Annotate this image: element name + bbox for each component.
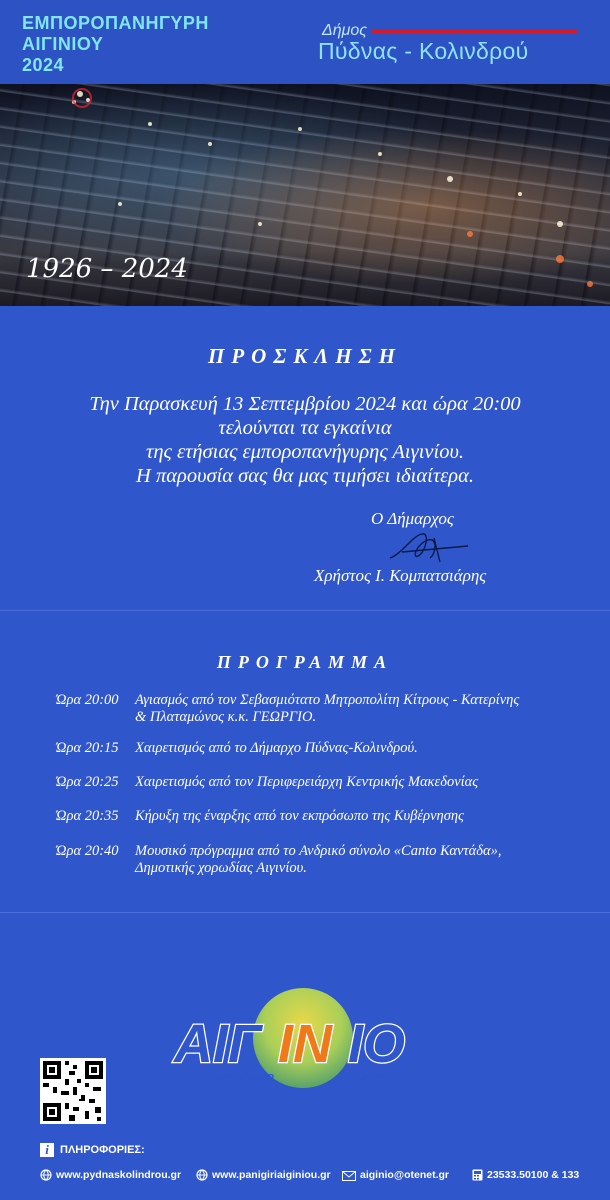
phone-icon <box>472 1169 483 1181</box>
info-icon: i <box>40 1143 54 1157</box>
qr-code[interactable] <box>40 1058 106 1124</box>
municipality-prefix: Δήμος <box>322 22 368 39</box>
header-banner <box>0 0 610 84</box>
website1-link[interactable] <box>40 1169 181 1181</box>
globe-icon <box>40 1169 52 1181</box>
fair-title-line-2: ΑΙΓΙΝΙΟΥ <box>22 34 104 54</box>
mayor-signature <box>382 528 472 568</box>
program-text: Μουσικό πρόγραμμα από το Ανδρικό σύνολο «Canto Καντάδα», <box>135 843 502 859</box>
fair-title-year: 2024 <box>22 55 65 75</box>
logo-word-part3: ΙΟ <box>348 1014 406 1074</box>
logo-year: 2024 <box>360 1073 383 1084</box>
program-text: & Πλαταμώνος κ.κ. ΓΕΩΡΓΙΟ. <box>135 709 317 725</box>
website2-link[interactable] <box>196 1169 331 1181</box>
website2-text: www.panigiriaiginiou.gr <box>212 1169 331 1181</box>
invitation-line: Η παρουσία σας θα μας τιμήσει ιδιαίτερα. <box>136 465 474 487</box>
program-time: Ώρα 20:40 <box>56 843 119 859</box>
logo-word-part2: ΙΝ <box>278 1014 332 1074</box>
municipality-red-bar <box>372 30 578 33</box>
phone-link[interactable] <box>472 1169 579 1181</box>
logo-word-part1: ΑΙΓ <box>174 1014 261 1074</box>
program-time: Ώρα 20:35 <box>56 808 119 824</box>
program-text: Αγιασμός από τον Σεβασμιότατο Μητροπολίτη Κίτρους - Κατερίνης <box>135 692 520 708</box>
fairground-night-photo <box>0 84 610 306</box>
phone-text: 23533.50100 & 133 <box>487 1169 580 1181</box>
section-divider <box>0 912 610 913</box>
program-text: Χαιρετισμός από τον Περιφερειάρχη Κεντρικής Μακεδονίας <box>135 774 479 790</box>
mayor-label: Ο Δήμαρχος <box>371 509 454 528</box>
invitation-title: ΠΡΟΣΚΛΗΣΗ <box>207 344 402 368</box>
email-text: aiginio@otenet.gr <box>360 1169 449 1181</box>
globe-icon <box>196 1169 208 1181</box>
program-time: Ώρα 20:00 <box>56 692 119 708</box>
program-title: ΠΡΟΓΡΑΜΜΑ <box>216 652 394 672</box>
program-time: Ώρα 20:15 <box>56 740 119 756</box>
invitation-line: Την Παρασκευή 13 Σεπτεμβρίου 2024 και ώρα 20:00 <box>89 393 521 415</box>
info-label: ΠΛΗΡΟΦΟΡΙΕΣ: <box>60 1144 145 1156</box>
years-label: 1926 – 2024 <box>26 254 188 284</box>
municipality-name: Πύδνας - Κολινδρού <box>318 38 529 64</box>
aiginio-logo <box>168 980 438 1088</box>
section-divider <box>0 610 610 611</box>
invitation-line: τελούνται τα εγκαίνια <box>218 417 392 439</box>
email-link[interactable] <box>342 1169 449 1181</box>
program-text: Κήρυξη της έναρξης από τον εκπρόσωπο της Κυβέρνησης <box>135 808 464 824</box>
fair-title-line-1: ΕΜΠΟΡΟΠΑΝΗΓΥΡΗ <box>22 13 209 33</box>
program-time: Ώρα 20:25 <box>56 774 119 790</box>
mayor-name: Χρήστος Ι. Κομπατσιάρης <box>314 566 487 585</box>
envelope-icon <box>342 1171 356 1181</box>
invitation-text <box>0 392 610 488</box>
program-text: Χαιρετισμός από το Δήμαρχο Πύδνας-Κολινδρού. <box>135 740 418 756</box>
logo-month: SEPTEMBER <box>212 1073 275 1084</box>
website1-text: www.pydnaskolindrou.gr <box>56 1169 182 1181</box>
program-text: Δημοτικής χορωδίας Αιγινίου. <box>135 860 307 876</box>
invitation-line: της ετήσιας εμποροπανήγυρης Αιγινίου. <box>146 441 464 463</box>
